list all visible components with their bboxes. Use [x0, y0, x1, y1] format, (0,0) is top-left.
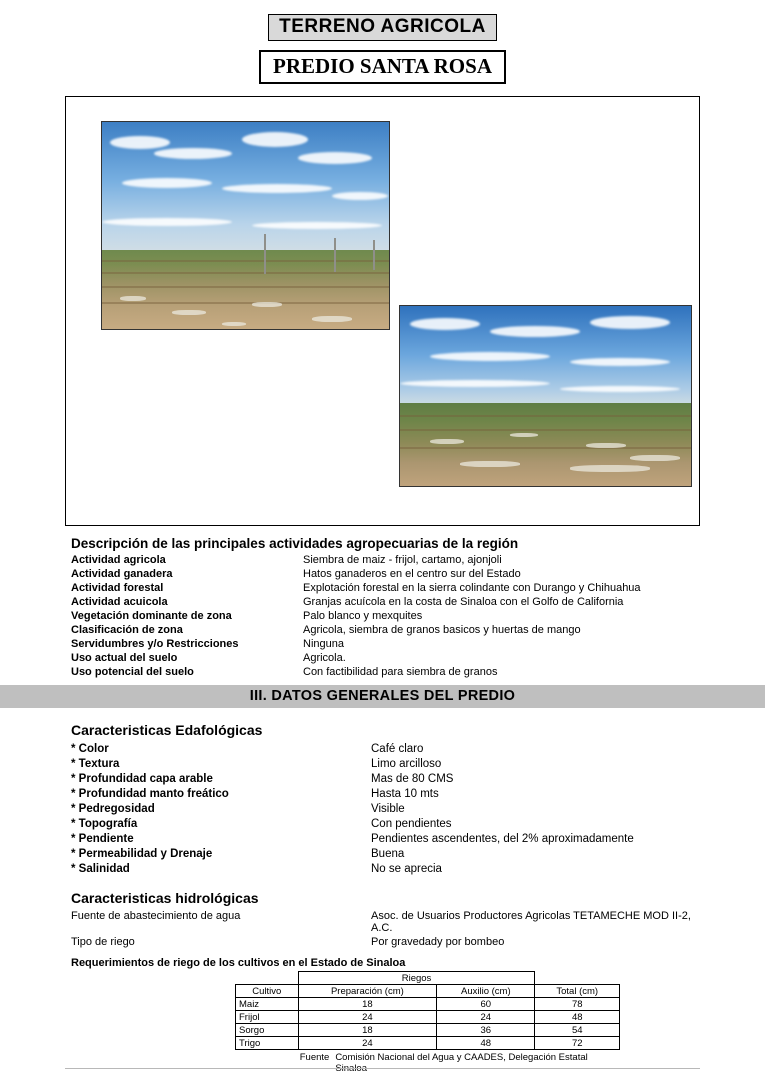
irrigation-pole — [334, 238, 336, 272]
photo-frame — [65, 96, 700, 526]
cloud-shape — [110, 136, 170, 149]
table-row — [65, 637, 700, 651]
hidrologicas-heading: Caracteristicas hidrológicas — [71, 890, 259, 906]
cell-cultivo: Trigo — [236, 1037, 299, 1050]
table-row — [65, 567, 700, 581]
cell-preparacion: 24 — [298, 1037, 437, 1050]
row-value: Por gravedady por bombeo — [371, 936, 505, 948]
cloud-shape — [222, 184, 332, 193]
cloud-shape — [570, 358, 670, 366]
row-value: Granjas acuícola en la costa de Sinaloa con el Golfo de California — [303, 596, 624, 608]
table-row — [236, 1011, 620, 1024]
row-label: * Profundidad capa arable — [71, 772, 213, 785]
row-label: Actividad acuicola — [71, 596, 168, 608]
cloud-shape — [242, 132, 308, 147]
irrigation-pole — [373, 240, 375, 270]
row-value: Mas de 80 CMS — [371, 772, 454, 785]
table-row — [65, 609, 700, 623]
riego-table — [235, 971, 620, 1050]
cell-auxilio: 24 — [437, 1011, 535, 1024]
row-value: Ninguna — [303, 638, 344, 650]
row-label: Servidumbres y/o Restricciones — [71, 638, 239, 650]
table-row — [65, 831, 700, 846]
row-value: Visible — [371, 802, 405, 815]
row-value: No se aprecia — [371, 862, 442, 875]
row-label: Vegetación dominante de zona — [71, 610, 232, 622]
table-header-group-row — [236, 972, 620, 985]
cloud-shape — [102, 218, 232, 226]
cloud-shape — [590, 316, 670, 329]
row-label: * Permeabilidad y Drenaje — [71, 847, 213, 860]
table-row — [65, 935, 700, 949]
row-label: * Profundidad manto freático — [71, 787, 229, 800]
description-table — [65, 553, 700, 679]
table-row — [65, 816, 700, 831]
edafologicas-heading: Caracteristicas Edafológicas — [71, 722, 263, 738]
cloud-shape — [122, 178, 212, 188]
cloud-shape — [410, 318, 480, 330]
cell-preparacion: 18 — [298, 998, 437, 1011]
row-label: * Pedregosidad — [71, 802, 155, 815]
row-value: Pendientes ascendentes, del 2% aproximadamente — [371, 832, 634, 845]
row-label: Actividad forestal — [71, 582, 164, 594]
cloud-shape — [252, 222, 382, 229]
row-label: * Pendiente — [71, 832, 134, 845]
table-row — [236, 998, 620, 1011]
table-row — [65, 581, 700, 595]
row-value: Agricola. — [303, 652, 346, 664]
row-label: Uso actual del suelo — [71, 652, 178, 664]
title-block-secondary — [0, 50, 765, 84]
cell-cultivo: Frijol — [236, 1011, 299, 1024]
cell-auxilio: 36 — [437, 1024, 535, 1037]
description-heading: Descripción de las principales actividades agropecuarias de la región — [71, 536, 519, 551]
document-title-primary: TERRENO AGRICOLA — [268, 14, 497, 41]
table-row — [236, 1037, 620, 1050]
row-value: Con factibilidad para siembra de granos — [303, 666, 498, 678]
row-label: Tipo de riego — [71, 936, 135, 948]
table-row — [65, 846, 700, 861]
row-label: * Topografía — [71, 817, 138, 830]
cell-preparacion: 24 — [298, 1011, 437, 1024]
riego-source-label: Fuente — [299, 1052, 330, 1063]
document-title-secondary: PREDIO SANTA ROSA — [259, 50, 506, 84]
row-value: Explotación forestal en la sierra colindante con Durango y Chihuahua — [303, 582, 641, 594]
row-value: Con pendientes — [371, 817, 452, 830]
table-row — [65, 909, 700, 935]
cell-auxilio: 48 — [437, 1037, 535, 1050]
cloud-shape — [490, 326, 580, 337]
table-row — [65, 756, 700, 771]
hidrologicas-table — [65, 909, 700, 949]
table-row — [65, 771, 700, 786]
agricultural-field-photo-1 — [101, 121, 390, 330]
row-label: * Color — [71, 742, 109, 755]
cell-preparacion: 18 — [298, 1024, 437, 1037]
table-row — [65, 595, 700, 609]
table-header-row — [236, 985, 620, 998]
irrigation-pole — [264, 234, 266, 274]
row-label: Clasificación de zona — [71, 624, 183, 636]
row-value: Agricola, siembra de granos basicos y huertas de mango — [303, 624, 581, 636]
table-row — [65, 665, 700, 679]
table-row — [65, 623, 700, 637]
col-header-preparacion: Preparación (cm) — [298, 985, 437, 998]
table-row — [65, 801, 700, 816]
cloud-shape — [560, 386, 680, 392]
row-label: Actividad agricola — [71, 554, 166, 566]
row-value: Asoc. de Usuarios Productores Agricolas TETAMECHE MOD II-2, A.C. — [371, 910, 691, 934]
cloud-shape — [400, 380, 550, 387]
col-header-cultivo: Cultivo — [236, 985, 299, 998]
cell-total: 48 — [535, 1011, 620, 1024]
row-value: Buena — [371, 847, 405, 860]
cloud-shape — [430, 352, 550, 361]
field-ground-region — [102, 250, 389, 329]
title-block — [0, 0, 765, 41]
row-label: * Salinidad — [71, 862, 130, 875]
description-section — [65, 536, 700, 679]
row-value: Limo arcilloso — [371, 757, 442, 770]
table-row — [65, 651, 700, 665]
section-banner: III. DATOS GENERALES DEL PREDIO — [0, 685, 765, 708]
cloud-shape — [298, 152, 372, 164]
cloud-shape — [332, 192, 388, 200]
table-row — [65, 861, 700, 876]
row-label: * Textura — [71, 757, 120, 770]
footer-divider — [65, 1068, 700, 1069]
field-ground-region — [400, 403, 691, 486]
riego-source-value: Comisión Nacional del Agua y CAADES, Delegación Estatal Sinaloa — [335, 1052, 588, 1074]
table-row — [65, 553, 700, 567]
row-value: Hatos ganaderos en el centro sur del Estado — [303, 568, 521, 580]
row-label: Fuente de abastecimiento de agua — [71, 910, 241, 922]
cell-cultivo: Maiz — [236, 998, 299, 1011]
edafologicas-section — [65, 722, 700, 1074]
cell-auxilio: 60 — [437, 998, 535, 1011]
row-label: Uso potencial del suelo — [71, 666, 194, 678]
row-value: Café claro — [371, 742, 424, 755]
edafologicas-table — [65, 741, 700, 876]
row-value: Palo blanco y mexquites — [303, 610, 423, 622]
cloud-shape — [154, 148, 232, 159]
cell-total: 78 — [535, 998, 620, 1011]
row-label: Actividad ganadera — [71, 568, 173, 580]
cell-total: 54 — [535, 1024, 620, 1037]
col-header-total: Total (cm) — [535, 985, 620, 998]
col-header-auxilio: Auxilio (cm) — [437, 985, 535, 998]
riego-source-row — [235, 1052, 620, 1074]
cell-total: 72 — [535, 1037, 620, 1050]
agricultural-field-photo-2 — [399, 305, 692, 487]
row-value: Siembra de maiz - frijol, cartamo, ajonjoli — [303, 554, 502, 566]
table-row — [65, 786, 700, 801]
row-value: Hasta 10 mts — [371, 787, 439, 800]
table-row — [65, 741, 700, 756]
riego-group-header: Riegos — [298, 972, 535, 985]
table-row — [236, 1024, 620, 1037]
cell-cultivo: Sorgo — [236, 1024, 299, 1037]
riego-caption: Requerimientos de riego de los cultivos en el Estado de Sinaloa — [71, 957, 406, 969]
